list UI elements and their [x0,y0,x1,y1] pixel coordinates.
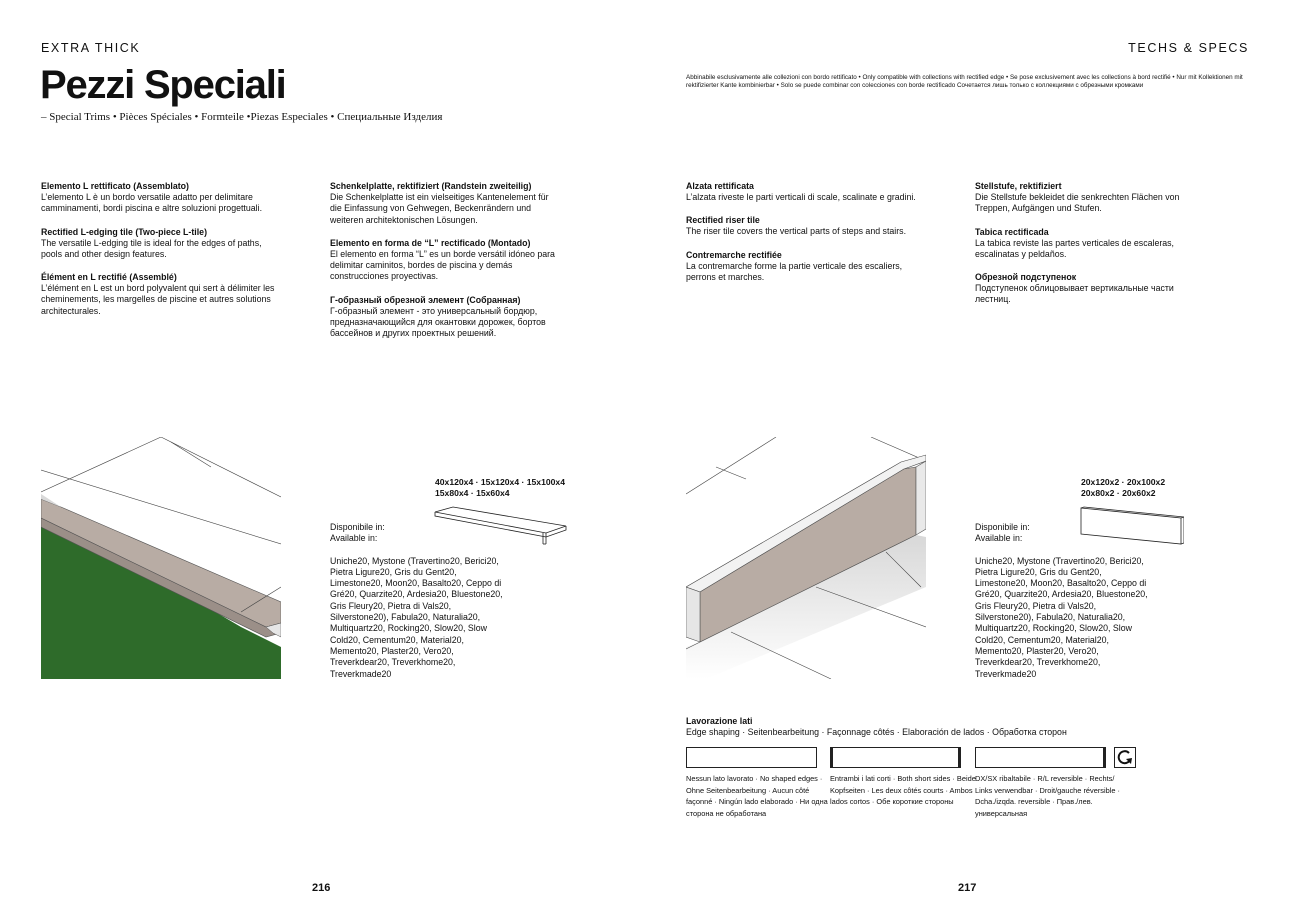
sizes-line: 15x80x4 · 15x60x4 [435,488,510,498]
desc-block [686,250,926,284]
desc-block [330,181,562,226]
desc-block [330,238,562,283]
riser-drawing [686,437,926,679]
edge-option-text: Entrambi i lati corti · Both short sides · Beide Kopfseiten · Les deux côtés courts · Ambos lados cortos · Обе короткие стороны [830,774,976,806]
desc-text: The versatile L-edging tile is ideal for the edges of paths, pools and other design features. [41,237,262,259]
available-label: Disponibile in: [330,522,385,532]
desc-block [975,272,1200,306]
section-eyebrow-right: TECHS & SPECS [1128,41,1249,55]
sizes-line: 20x120x2 · 20x100x2 [1081,477,1166,487]
desc-text: Die Stellstufe bekleidet die senkrechten Flächen von Treppen, Aufgängen und Stufen. [975,192,1180,214]
available-label: Disponibile in: [975,522,1030,532]
desc-text: L’elemento L è un bordo versatile adatto per delimitare camminamenti, bordi piscina e altre soluzioni progettuali. [41,192,263,214]
desc-title: Élément en L rectifié (Assemblé) [41,272,177,283]
riser-illustration [686,437,926,679]
desc-text: El elemento en forma “L” es un borde versátil idóneo para delimitar caminitos, bordes de piscina y demás construcciones proyectivas. [330,248,555,282]
desc-text: La tabica reviste las partes verticales de escaleras, escalinatas y peldaños. [975,237,1175,259]
desc-block [41,181,276,215]
desc-title: Elemento L rettificato (Assemblato) [41,181,189,191]
desc-block [686,181,926,203]
desc-title: Tabica rectificada [975,226,1049,237]
edge-both-short-sides-icon [830,747,961,768]
edge-reversible-icon [975,747,1106,768]
desc-title: Contremarche rectifiée [686,249,782,260]
desc-text: Г-образный элемент - это универсальный бордюр, предназначающийся для окантовки дорожек, бортов бассейнов и других проектных решений. [330,305,546,339]
desc-block [975,227,1200,261]
desc-block [975,181,1200,215]
edge-option-text: DX/SX ribaltabile · R/L reversible · Rechts/ Links verwendbar · Droit/gauche réversible · Dcha./izqda. reversible · Прав./лев. универсальная [975,774,1121,818]
desc-text: L’élément en L est un bord polyvalent qui sert à délimiter les cheminements, les margelles de piscine et autres solutions architecturales. [41,283,275,316]
l-tile-description-col1 [41,181,276,317]
desc-block [330,295,562,340]
desc-title: Г-образный обрезной элемент (Собранная) [330,294,521,305]
sizes-line: 20x80x2 · 20x60x2 [1081,488,1156,498]
riser-description-col1 [686,181,926,283]
page-subtitle: – Special Trims • Pièces Spéciales • Formteile •Piezas Especiales • Специальные Изделия [41,111,443,123]
riser-description-col2 [975,181,1200,306]
page-number-right: 217 [958,882,977,894]
section-eyebrow-left: EXTRA THICK [41,41,141,55]
desc-text: The riser tile covers the vertical parts of steps and stairs. [686,226,907,237]
desc-text: L’alzata riveste le parti verticali di scale, scalinate e gradini. [686,192,916,202]
desc-text: La contremarche forme la partie verticale des escaliers, perrons et marches. [686,260,903,282]
desc-title: Обрезной подступенок [975,272,1077,283]
desc-title: Rectified riser tile [686,215,760,226]
desc-text: Подступенок облицовывает вертикальные части лестниц. [975,283,1174,305]
desc-title: Stellstufe, rektifiziert [975,181,1062,191]
desc-block [41,272,276,317]
l-tile-drawing [41,437,281,679]
collections-list: Uniche20, Mystone (Travertino20, Berici20, Pietra Ligure20, Gris du Gent20, Limestone20, Moon20, Basalto20, Ceppo di Gré20, Quarzite20, Ardesia20, Bluestone20, Gris Fleury20, Pietra di Vals20, Silverstone20), Fabula20, Naturalia20, Multiquartz20, Rocking20, Slow20, Slow Cold20, Cementum20, Material20, Memento20, Plaster20, Vero20, Treverkdear20, Treverkhome20, Treverkmade20 [330,555,503,679]
edge-no-shaped-icon [686,747,817,768]
edge-shaping-title: Lavorazione lati [686,716,753,726]
l-tile-illustration [41,437,281,679]
page-number-left: 216 [312,882,331,894]
page-title: Pezzi Speciali [40,63,286,107]
edge-option-text: Nessun lato lavorato · No shaped edges · Ohne Seitenbearbeitung · Aucun côté façonné · Ningún lado elaborado · Ни одна сторона не обработана [686,774,828,818]
desc-block [686,215,926,237]
available-label: Available in: [330,533,378,544]
compatibility-note: Abbinabile esclusivamente alle collezioni con bordo rettificato • Only compatible with collections with rectified edge • Se pose exclusivement avec les collections à bord rectifié • Nur mit Kollektionen mit rektifizierter Kante kombinierbar • Solo se puede combinar con colecciones con borde rectificado Сочетается лишь только с коллекциями с обрезными кромками [686,74,1243,89]
desc-title: Schenkelplatte, rektifiziert (Randstein zweiteilig) [330,181,532,191]
l-tile-availability [330,522,530,680]
desc-block [41,227,276,261]
reverse-arrow-icon [1114,747,1136,768]
desc-title: Rectified L-edging tile (Two-piece L-tile) [41,226,208,237]
l-tile-sizes [435,477,565,499]
sizes-line: 40x120x4 · 15x120x4 · 15x100x4 [435,477,565,487]
available-label: Available in: [975,533,1023,544]
desc-title: Elemento en forma de “L” rectificado (Montado) [330,237,531,248]
riser-availability [975,522,1175,680]
riser-sizes [1081,477,1165,499]
collections-list: Uniche20, Mystone (Travertino20, Berici20, Pietra Ligure20, Gris du Gent20, Limestone20, Moon20, Basalto20, Ceppo di Gré20, Quarzite20, Ardesia20, Bluestone20, Gris Fleury20, Pietra di Vals20, Silverstone20), Fabula20, Naturalia20, Multiquartz20, Rocking20, Slow20, Slow Cold20, Cementum20, Material20, Memento20, Plaster20, Vero20, Treverkdear20, Treverkhome20, Treverkmade20 [975,555,1148,679]
desc-text: Die Schenkelplatte ist ein vielseitiges Kantenelement für die Einfassung von Gehwegen, Beckenrändern und weiteren architektonischen Lösungen. [330,192,549,225]
desc-title: Alzata rettificata [686,181,754,191]
edge-shaping-subtitle: Edge shaping · Seitenbearbeitung · Façonnage côtés · Elaboración de lados · Обработка сторон [686,727,1067,737]
l-tile-description-col2 [330,181,562,340]
